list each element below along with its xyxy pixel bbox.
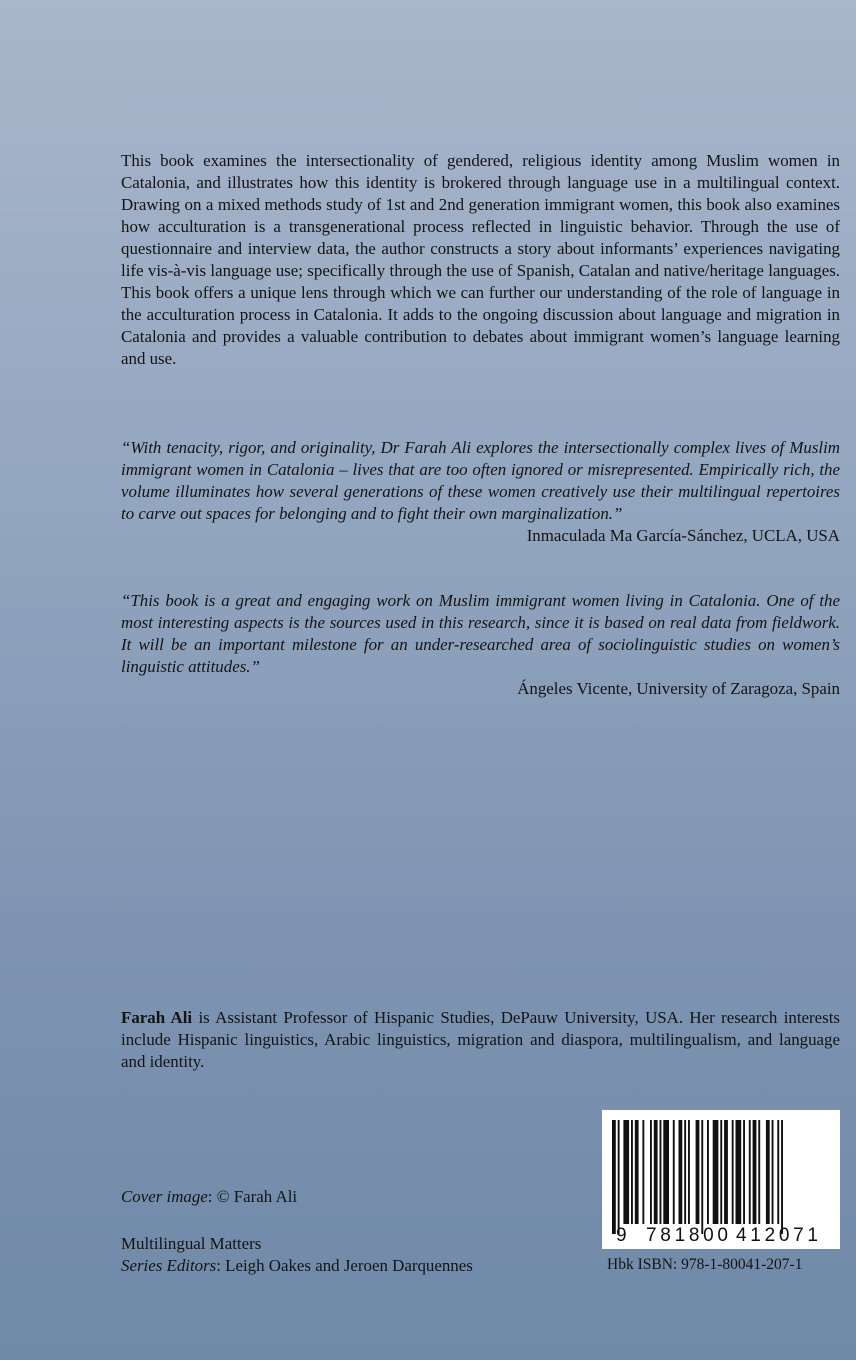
barcode-bar [753,1120,757,1224]
barcode-bar [673,1120,675,1224]
barcode-bar [663,1120,669,1224]
endorsement-attribution: Inmaculada Ma García-Sánchez, UCLA, USA [526,526,840,545]
back-cover-blurb: This book examines the intersectionality of gendered, religious identity among Muslim women in Catalonia, and illustrates how this identity is brokered through language use in a multilingual context. Drawing on a mixed methods study of 1st and 2nd generation immigrant women, this book also examines how acculturation is a transgenerational process reflected in linguistic behavior. Through the use of questionnaire and interview data, the author constructs a story about informants’ experiences navigating life vis-à-vis language use; specifically through the use of Spanish, Catalan and native/heritage languages. This book offers a unique lens through which we can further our understanding of the role of language in the acculturation process in Catalonia. It adds to the ongoing discussion about language and migration in Catalonia and provides a valuable contribution to debates about immigrant women’s language learning and use. [121,151,840,368]
barcode-bar [720,1120,722,1224]
endorsement-1 [121,437,840,547]
barcode-digit-first: 9 [616,1225,627,1246]
barcode-bar [732,1120,734,1224]
barcode [602,1110,840,1249]
barcode-bar [684,1120,686,1224]
author-name: Farah Ali [121,1008,193,1027]
endorsement-2 [121,590,840,700]
author-bio [121,1007,840,1073]
barcode-bar [688,1120,690,1224]
endorsement-quote: “This book is a great and engaging work on Muslim immigrant women living in Catalonia. One of the most interesting aspects is the sources used in this research, since it is based on real data from fieldwork. It will be an important milestone for an under-researched area of sociolinguistic studies on women’s linguistic attitudes.” [121,591,840,676]
barcode-bar [758,1120,760,1224]
barcode-bar [612,1120,616,1234]
barcode-bar [679,1120,683,1224]
barcode-bar [635,1120,639,1224]
barcode-bar [772,1120,774,1224]
author-bio-text: is Assistant Professor of Hispanic Studies, DePauw University, USA. Her research interests include Hispanic linguistics, Arabic linguistics, migration and diaspora, multilingualism, and language and identity. [121,1008,840,1071]
publisher-block [121,1233,473,1277]
barcode-bar [724,1120,728,1224]
barcode-bar [660,1120,662,1224]
barcode-bar [781,1120,783,1234]
barcode-bar [696,1120,700,1224]
barcode-bar [623,1120,629,1224]
barcode-digits-right: 412071 [736,1225,818,1246]
publisher-name: Multilingual Matters [121,1234,262,1253]
barcode-bar [642,1120,644,1224]
endorsement-quote: “With tenacity, rigor, and originality, Dr Farah Ali explores the intersectionally complex lives of Muslim immigrant women in Catalonia – lives that are too often ignored or misrepresented. Empirically rich, the volume illuminates how several generations of these women creatively use their multilingual repertoires to carve out spaces for belonging and to fight their own marginalization.” [121,438,840,523]
endorsement-attribution: Ángeles Vicente, University of Zaragoza, Spain [517,679,840,698]
barcode-graphic [602,1110,840,1249]
barcode-bar [701,1120,703,1234]
barcode-bar [631,1120,633,1224]
barcode-bar [736,1120,742,1224]
barcode-bar [749,1120,751,1224]
isbn: Hbk ISBN: 978-1-80041-207-1 [607,1256,803,1273]
cover-credit-value: : © Farah Ali [207,1187,298,1206]
series-editors-label: Series Editors [121,1256,217,1275]
barcode-bar [650,1120,652,1224]
barcode-bar [743,1120,745,1224]
barcode-digits-left: 781800 [646,1225,728,1246]
cover-credit [121,1186,297,1208]
barcode-bar [618,1120,620,1234]
barcode-bar [713,1120,719,1224]
cover-credit-label: Cover image [121,1187,208,1206]
barcode-bar [707,1120,709,1224]
series-editors: : Leigh Oakes and Jeroen Darquennes [216,1256,473,1275]
barcode-bar [654,1120,658,1224]
barcode-bar [777,1120,779,1224]
barcode-bar [766,1120,770,1224]
